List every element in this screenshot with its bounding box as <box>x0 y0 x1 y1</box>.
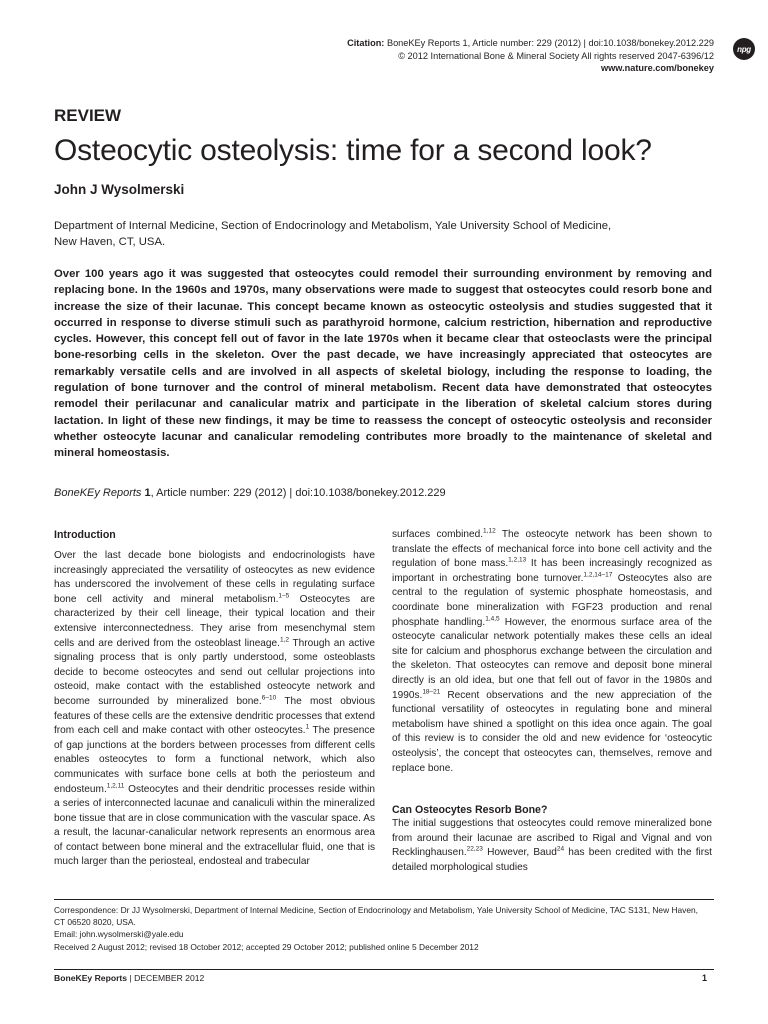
citation-text: BoneKEy Reports 1, Article number: 229 (2012) | doi:10.1038/bonekey.2012.229 <box>386 38 714 48</box>
reference-superscript[interactable]: 18–21 <box>422 688 441 696</box>
text-run: Over the last decade bone biologists and endocrinologists have increasingly appreciated the versatility of osteocytes as new evidence has underscored the involvement of these cells in regulating surface bone cell activity and mineral metabolism. <box>54 550 375 605</box>
cite-journal: BoneKEy Reports <box>54 487 142 499</box>
intro-paragraph-continued <box>392 528 712 776</box>
article-title: Osteocytic osteolysis: time for a second look? <box>54 134 652 167</box>
text-run: surfaces combined. <box>392 529 484 540</box>
citation-block <box>347 37 714 75</box>
text-run: The osteocyte network has been shown to translate the effects of mechanical force into bone cell activity and the regulation of bone mass. <box>392 529 712 570</box>
text-run: Osteocytes are characterized by their cell lineage, their typical location and their extensive interconnectedness. They arise from mesenchymal stem cells and are derived from the osteoblast lineage. <box>54 593 376 649</box>
author-name: John J Wysolmerski <box>54 182 185 197</box>
affiliation-line-1: Department of Internal Medicine, Section of Endocrinology and Metabolism, Yale University School of Medicine, <box>54 220 612 232</box>
footer-journal <box>54 973 204 983</box>
reference-superscript[interactable]: 1,2 <box>279 636 289 644</box>
text-run: However, the enormous surface area of the osteocyte canalicular network potentially makes these cells an ideal site for calcium and phosphorus exchange between the circulation and the skeleton. That osteocytes can remove and deposit bone mineral directly is an old idea, but one that fell out of favor in the 1980s and 1990s. <box>392 616 712 701</box>
reference-superscript[interactable]: 1,4,5 <box>485 615 500 623</box>
journal-url[interactable]: www.nature.com/bonekey <box>601 63 714 73</box>
npg-logo-icon: npg <box>733 38 755 60</box>
section2-paragraph <box>392 817 712 875</box>
footer-date: | DECEMBER 2012 <box>127 973 205 983</box>
body-column-left <box>54 528 375 870</box>
correspondence-note <box>54 905 714 940</box>
affiliation-line-2: New Haven, CT, USA. <box>54 236 166 248</box>
author-affiliation <box>54 218 714 250</box>
text-run: Osteocytes and their dendritic processes reside within a series of interconnected lacunae and canaliculi within the mineralized bone tissue that are in close communication with the vascular space. As a result, the lacunar-canalicular network represents an enormous area of contact between bone mineral and the extracellular fluid, one that is much larger than the periosteal, endosteal and trabecular <box>54 783 375 868</box>
correspondence-email[interactable]: Email: john.wysolmerski@yale.edu <box>54 928 184 939</box>
citation-label: Citation: <box>347 38 385 48</box>
section-heading-resorb: Can Osteocytes Resorb Bone? <box>392 804 548 817</box>
text-run: It has been increasingly recognized as important in orchestrating bone turnover. <box>392 558 712 584</box>
reference-superscript[interactable]: 1,2,14–17 <box>583 571 613 579</box>
page-number: 1 <box>702 973 708 983</box>
text-run: However, Baud <box>482 847 557 859</box>
copyright-line: © 2012 International Bone & Mineral Society All rights reserved 2047-6396/12 <box>398 50 714 61</box>
body-column-right <box>392 528 712 875</box>
abstract: Over 100 years ago it was suggested that osteocytes could remodel their surrounding environment by removing and replacing bone. In the 1960s and 1970s, many observations were made to suggest that osteocytes could resorb bone and increase the size of their lacunae. This concept became known as osteocytic osteolysis and studies suggested that it occurred in response to diverse stimuli such as parathyroid hormone, calcium restriction, hibernation and reproductive cycles. However, this concept fell out of favor in the late 1970s when it became clear that osteoclasts were the principal bone-resorbing cells in the skeleton. Over the past decade, we have increasingly appreciated that osteocytes are remarkably versatile cells and are involved in all aspects of skeletal biology, including the response to loading, the regulation of bone turnover and the control of mineral metabolism. Recent data have demonstrated that osteocytes remodel their perilacunar and canalicular matrix and participate in the liberation of skeletal calcium stores during lactation. In light of these new findings, it may be time to reassess the concept of osteocytic osteolysis and reconsider whether osteocyte lacunar and canalicular remodeling contributes more broadly to the maintenance of skeletal and mineral homeostasis. <box>54 268 712 460</box>
article-type-label: REVIEW <box>54 106 122 125</box>
reference-superscript[interactable]: 6–10 <box>261 694 277 702</box>
correspondence-line-1: Correspondence: Dr JJ Wysolmerski, Department of Internal Medicine, Section of Endocrinology and Metabolism, Yale University School of Medicine, TAC S131, New Haven, <box>54 905 699 915</box>
text-run: The most obvious features of these cells are the extensive dendritic processes that extend from each cell and make contact with other osteocytes. <box>54 695 375 737</box>
reference-superscript[interactable]: 1,2,11 <box>106 782 125 790</box>
footer-journal-name: BoneKEy Reports <box>54 973 128 983</box>
citation-line <box>54 487 446 499</box>
footer-rule <box>54 969 714 970</box>
reference-superscript[interactable]: 1 <box>305 723 310 731</box>
correspondence-line-2: CT 06520 8020, USA. <box>54 916 136 927</box>
cite-rest: , Article number: 229 (2012) | doi:10.1038/bonekey.2012.229 <box>150 487 446 499</box>
reference-superscript[interactable]: 1–5 <box>278 592 290 600</box>
text-run: Osteocytes also are central to the regulation of systemic phosphate homeostasis, and coordinate bone mineralization with FGF23 production and renal phosphate handling. <box>392 572 712 628</box>
text-run: Recent observations and the new appreciation of the functional versatility of osteocytes in regulating bone and mineral metabolism have shined a spotlight on this idea once again. The goal of this review is to consider the old and new evidence for ‘osteocytic osteolysis’, the concept that osteocytes can, themselves, remove and replace bone. <box>392 689 712 774</box>
cite-volume: 1 <box>144 487 151 499</box>
reference-superscript[interactable]: 1,2,13 <box>508 556 527 564</box>
section-heading-introduction: Introduction <box>54 529 116 541</box>
text-run: The initial suggestions that osteocytes could remove mineralized bone from around their lacunae are ascribed to Rigal and Vignal and von Recklinghausen. <box>392 818 712 859</box>
reference-superscript[interactable]: 24 <box>556 845 565 853</box>
text-run: The presence of gap junctions at the borders between processes from different cells enables osteocytes to form a functional network, which also communicates with surface bone cells at both the periosteum and endosteum. <box>54 725 375 795</box>
footnote-rule <box>54 899 714 900</box>
reference-superscript[interactable]: 1,12 <box>483 527 496 535</box>
text-run: Through an active signaling process that is only partly understood, some osteoblasts decide to become osteocytes and send out cellular projections into osteoid, make contact with the established osteocyte network and become surrounded by mineralized bone. <box>54 637 375 707</box>
text-run: has been credited with the first detailed morphological studies <box>392 847 712 873</box>
received-dates: Received 2 August 2012; revised 18 October 2012; accepted 29 October 2012; published online 5 December 2012 <box>54 942 479 952</box>
intro-paragraph <box>54 549 375 870</box>
reference-superscript[interactable]: 22,23 <box>466 845 483 853</box>
